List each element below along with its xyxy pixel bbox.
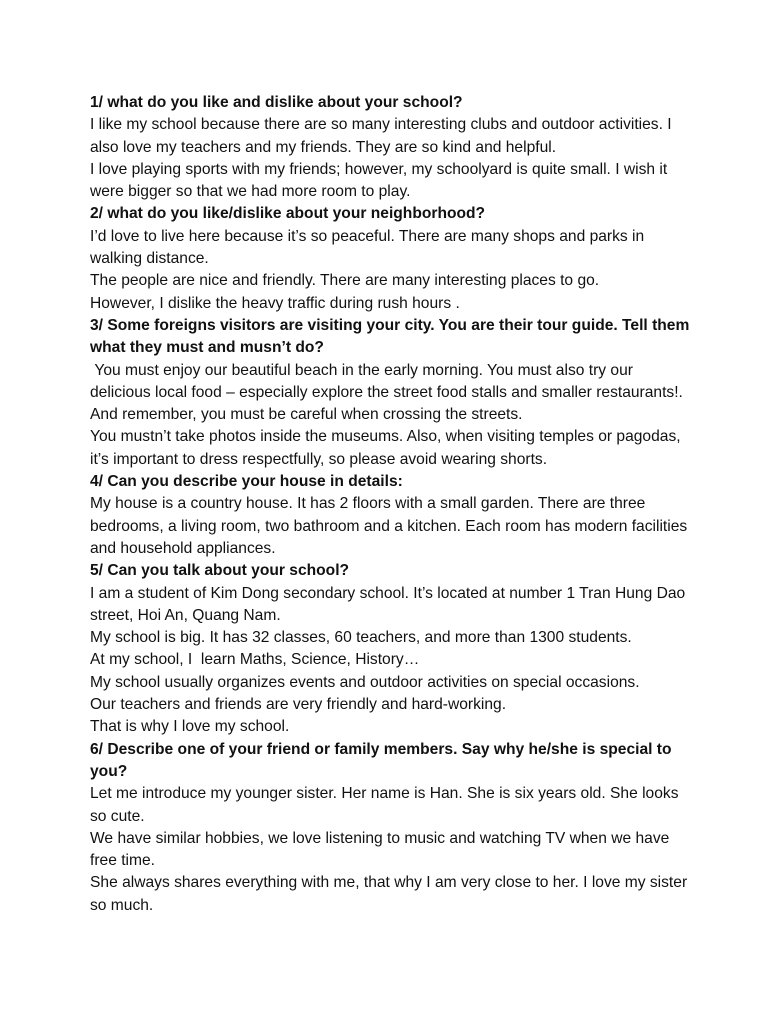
answer-paragraph: You must enjoy our beautiful beach in the early morning. You must also try our delicious local food – especially explore the street food stalls and smaller restaurants!. And remember, you must be careful when crossing the streets. <box>90 361 687 424</box>
answer-paragraph: My school usually organizes events and outdoor activities on special occasions. <box>90 673 640 691</box>
answer-paragraph: However, I dislike the heavy traffic during rush hours . <box>90 294 460 312</box>
answer-paragraph: We have similar hobbies, we love listening to music and watching TV when we have free time. <box>90 829 674 870</box>
question-2: 2/ what do you like/dislike about your neighborhood? <box>90 205 486 223</box>
answer-paragraph: That is why I love my school. <box>90 718 290 736</box>
answer-paragraph: At my school, I learn Maths, Science, History… <box>90 651 420 669</box>
answer-paragraph: You mustn’t take photos inside the museums. Also, when visiting temples or pagodas, it’s important to dress respectfully, so please avoid wearing shorts. <box>90 428 685 468</box>
answer-paragraph: My house is a country house. It has 2 floors with a small garden. There are three bedrooms, a living room, two bathroom and a kitchen. Each room has modern facilities and household appliances. <box>90 495 692 557</box>
answer-paragraph: I love playing sports with my friends; however, my schoolyard is quite small. I wish it were bigger so that we had more room to play. <box>90 160 672 201</box>
answer-paragraph: The people are nice and friendly. There are many interesting places to go. <box>90 272 600 290</box>
question-6: 6/ Describe one of your friend or family members. Say why he/she is special to you? <box>90 740 672 780</box>
answer-paragraph: Let me introduce my younger sister. Her name is Han. She is six years old. She looks so cute. <box>90 785 683 825</box>
question-1: 1/ what do you like and dislike about your school? <box>90 94 463 111</box>
question-4: 4/ Can you describe your house in details: <box>90 473 403 491</box>
answer-paragraph: I’d love to live here because it’s so peaceful. There are many shops and parks in walking distance. <box>90 227 649 268</box>
question-3: 3/ Some foreigns visitors are visiting your city. You are their tour guide. Tell them what they must and musn’t do? <box>90 316 690 357</box>
answer-paragraph: Our teachers and friends are very friendly and hard-working. <box>90 696 507 714</box>
answer-paragraph: I am a student of Kim Dong secondary school. It’s located at number 1 Tran Hung Dao street, Hoi An, Quang Nam. <box>90 584 690 624</box>
answer-paragraph: She always shares everything with me, that why I am very close to her. I love my sister so much. <box>90 874 692 914</box>
answer-paragraph: My school is big. It has 32 classes, 60 teachers, and more than 1300 students. <box>90 629 632 647</box>
answer-paragraph: I like my school because there are so many interesting clubs and outdoor activities. I also love my teachers and my friends. They are so kind and helpful. <box>90 116 676 156</box>
question-5: 5/ Can you talk about your school? <box>90 562 350 580</box>
document-body <box>90 92 690 917</box>
